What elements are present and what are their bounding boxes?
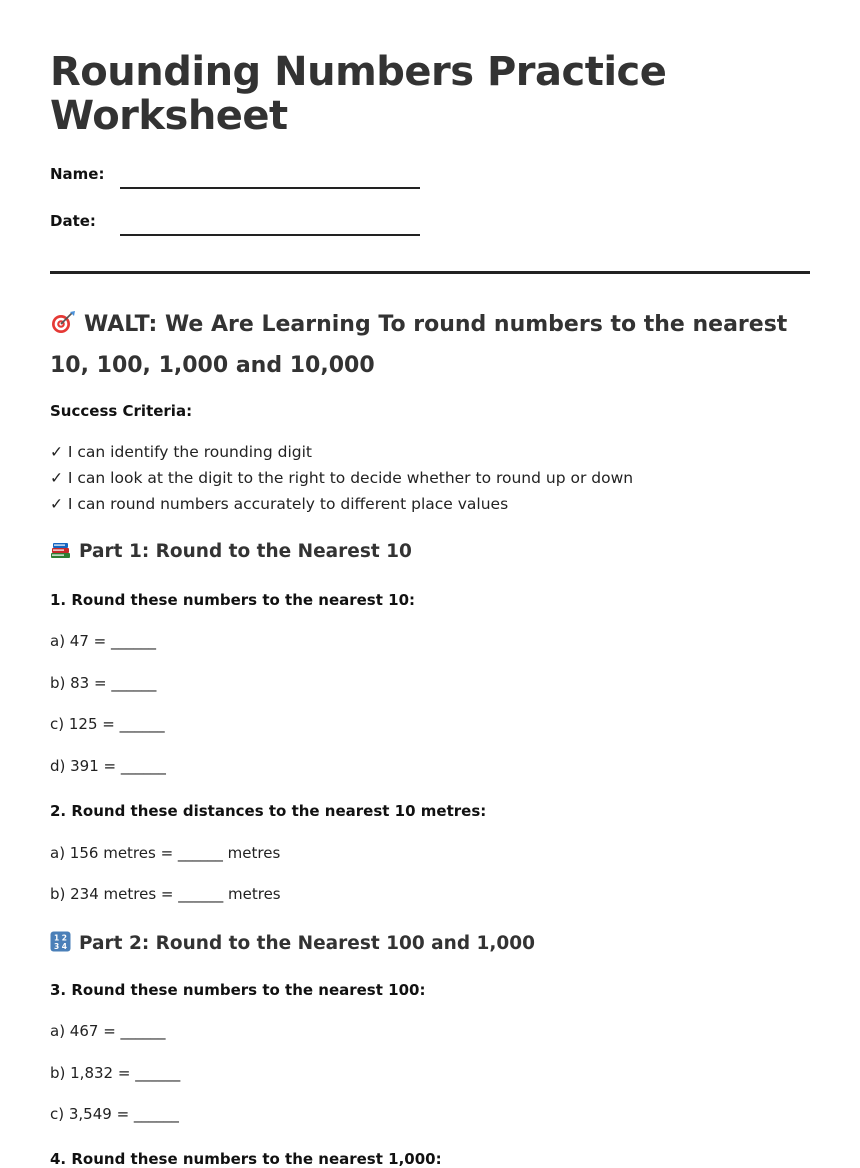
question-item: a) 156 metres = ______ metres — [50, 844, 281, 862]
question-item: a) 47 = ______ — [50, 632, 157, 650]
question-3-prompt: 3. Round these numbers to the nearest 100: — [50, 981, 426, 999]
name-line — [120, 187, 420, 189]
svg-text:1 2: 1 2 — [53, 933, 68, 943]
criteria-item: ✓ I can round numbers accurately to different place values — [50, 495, 509, 513]
question-item: b) 234 metres = ______ metres — [50, 885, 281, 903]
criteria-item: ✓ I can look at the digit to the right to decide whether to round up or down — [50, 469, 634, 487]
numbers-input-icon — [50, 931, 71, 957]
question-2-prompt: 2. Round these distances to the nearest 10 metres: — [50, 802, 487, 820]
date-label: Date: — [50, 212, 96, 230]
books-icon — [50, 540, 71, 565]
question-4-prompt: 4. Round these numbers to the nearest 1,000: — [50, 1150, 442, 1168]
part2-heading — [50, 931, 535, 957]
walt-heading — [50, 306, 810, 385]
question-item: d) 391 = ______ — [50, 757, 166, 775]
question-item: c) 125 = ______ — [50, 715, 165, 733]
part2-heading-text: Part 2: Round to the Nearest 100 and 1,000 — [79, 933, 536, 954]
part1-heading — [50, 540, 412, 565]
walt-text: WALT: We Are Learning To round numbers to the nearest 10, 100, 1,000 and 10,000 — [50, 312, 788, 378]
target-icon — [50, 309, 76, 347]
question-item: c) 3,549 = ______ — [50, 1105, 179, 1123]
date-line — [120, 234, 420, 236]
question-item: b) 83 = ______ — [50, 674, 157, 692]
success-criteria-heading: Success Criteria: — [50, 402, 193, 420]
name-label: Name: — [50, 165, 105, 183]
question-1-prompt: 1. Round these numbers to the nearest 10: — [50, 591, 416, 609]
question-item: b) 1,832 = ______ — [50, 1064, 181, 1082]
question-item: a) 467 = ______ — [50, 1022, 166, 1040]
section-divider — [50, 271, 810, 274]
part1-heading-text: Part 1: Round to the Nearest 10 — [79, 541, 412, 562]
svg-text:3 4: 3 4 — [53, 942, 68, 951]
criteria-item: ✓ I can identify the rounding digit — [50, 443, 312, 461]
page-title: Rounding Numbers Practice Worksheet — [50, 49, 667, 139]
